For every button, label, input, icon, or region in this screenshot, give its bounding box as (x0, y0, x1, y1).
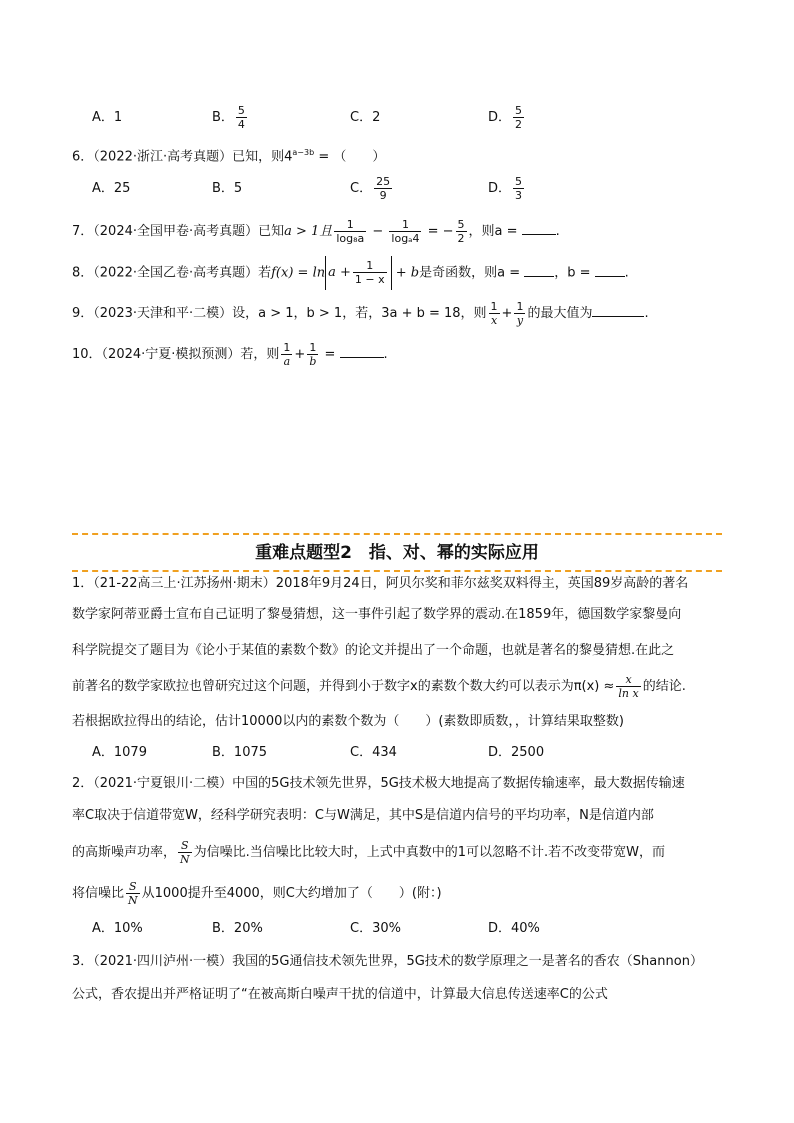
p1-line-1: 1．（21-22高三上·江苏扬州·期末）2018年9月24日，阿贝尔奖和菲尔兹奖双料得主，英国89岁高龄的著名 (72, 576, 689, 591)
q10-answer-blank[interactable] (340, 345, 384, 358)
p3-line-2: 公式，香农提出并严格证明了“在被高斯白噪声干扰的信道中，计算最大信息传送速率C的公式 (72, 987, 608, 1002)
p2-option-d: D．40% (488, 921, 540, 936)
q6-option-d: D． $\frac{5}{3}$ (488, 175, 523, 202)
p2-line-4: 将信噪比 $\frac{S}{N}$ 从1000提升至4000，则C大约增加了（ ）(附：) (72, 880, 442, 907)
p1-option-b: B．1075 (212, 745, 268, 760)
q5-option-c: C．2 (350, 110, 381, 125)
q6-stem: 6．（2022·浙江·高考真题）已知，则$4^{a-3b}$ = （ ） (72, 148, 386, 165)
p2-line-2: 率C取决于信道带宽W，经科学研究表明：C与W满足，其中S是信道内信号的平均功率，N是信道内部 (72, 808, 654, 823)
p1-line-4: 前著名的数学家欧拉也曾研究过这个问题，并得到小于数字x的素数个数大约可以表示为π(x) ≈ $\frac{x}{\text{ln x}}$ 的结论. (72, 673, 686, 700)
p1-line-2: 数学家阿蒂亚爵士宣布自己证明了黎曼猜想，这一事件引起了数学界的震动.在1859年，德国数学家黎曼向 (72, 607, 682, 622)
q8-answer-blank-a[interactable] (524, 264, 554, 277)
section-title: 重难点题型2 指、对、幂的实际应用 (255, 543, 539, 563)
q8-answer-blank-b[interactable] (595, 264, 625, 277)
q7-answer-blank[interactable] (522, 222, 556, 235)
section-divider-bottom (72, 570, 722, 572)
p1-line-5: 若根据欧拉得出的结论，估计10000以内的素数个数为（ ）(素数即质数，，计算结果取整数) (72, 714, 624, 729)
p1-option-a: A．1079 (92, 745, 147, 760)
q6-option-a: A．25 (92, 181, 131, 196)
q10-stem: 10．（2024·宁夏·模拟预测）若，则 $\frac{1}{a}$ + $\frac{1}{b}$ = . (72, 341, 388, 368)
q7-stem: 7．（2024·全国甲卷·高考真题）已知a > 1且 $\frac{1}{\text{log₈a}}$ − $\frac{1}{\text{logₐ4}}$ = − $\frac{5}{2}$ ，则a = . (72, 218, 560, 245)
p1-line-3: 科学院提交了题目为《论小于某值的素数个数》的论文并提出了一个命题，也就是著名的黎曼猜想.在此之 (72, 643, 675, 658)
p1-option-c: C．434 (350, 745, 397, 760)
p1-option-d: D．2500 (488, 745, 545, 760)
p3-line-1: 3．（2021·四川泸州·一模）我国的5G通信技术领先世界，5G技术的数学原理之一是著名的香农（Shannon） (72, 954, 703, 969)
p2-option-c: C．30% (350, 921, 401, 936)
q5-option-b: B． $\frac{5}{4}$ (212, 104, 245, 131)
q8-stem: 8．（2022·全国乙卷·高考真题）若f(x) = ln a + $\frac{1}{1 - x}$ + b是奇函数，则a = ，b = . (72, 256, 629, 291)
q9-answer-blank[interactable] (592, 304, 644, 317)
q5-option-d: D． $\frac{5}{2}$ (488, 104, 523, 131)
p2-option-b: B．20% (212, 921, 263, 936)
q6-option-b: B．5 (212, 181, 243, 196)
q5-option-a: A．1 (92, 110, 123, 125)
p2-line-3: 的高斯噪声功率， $\frac{S}{N}$ 为信噪比.当信噪比比较大时，上式中真数中的1可以忽略不计.若不改变带宽W，而 (72, 839, 666, 866)
q9-stem: 9．（2023·天津和平·二模）设，a > 1，b > 1，若，3a + b = 18，则 $\frac{1}{x}$ + $\frac{1}{y}$ 的最大值为 . (72, 300, 649, 327)
p2-option-a: A．10% (92, 921, 143, 936)
p2-line-1: 2．（2021·宁夏银川·二模）中国的5G技术领先世界，5G技术极大地提高了数据传输速率，最大数据传输速 (72, 776, 685, 791)
q6-option-c: C． $\frac{25}{9}$ (350, 175, 391, 202)
section-divider-top (72, 533, 722, 535)
